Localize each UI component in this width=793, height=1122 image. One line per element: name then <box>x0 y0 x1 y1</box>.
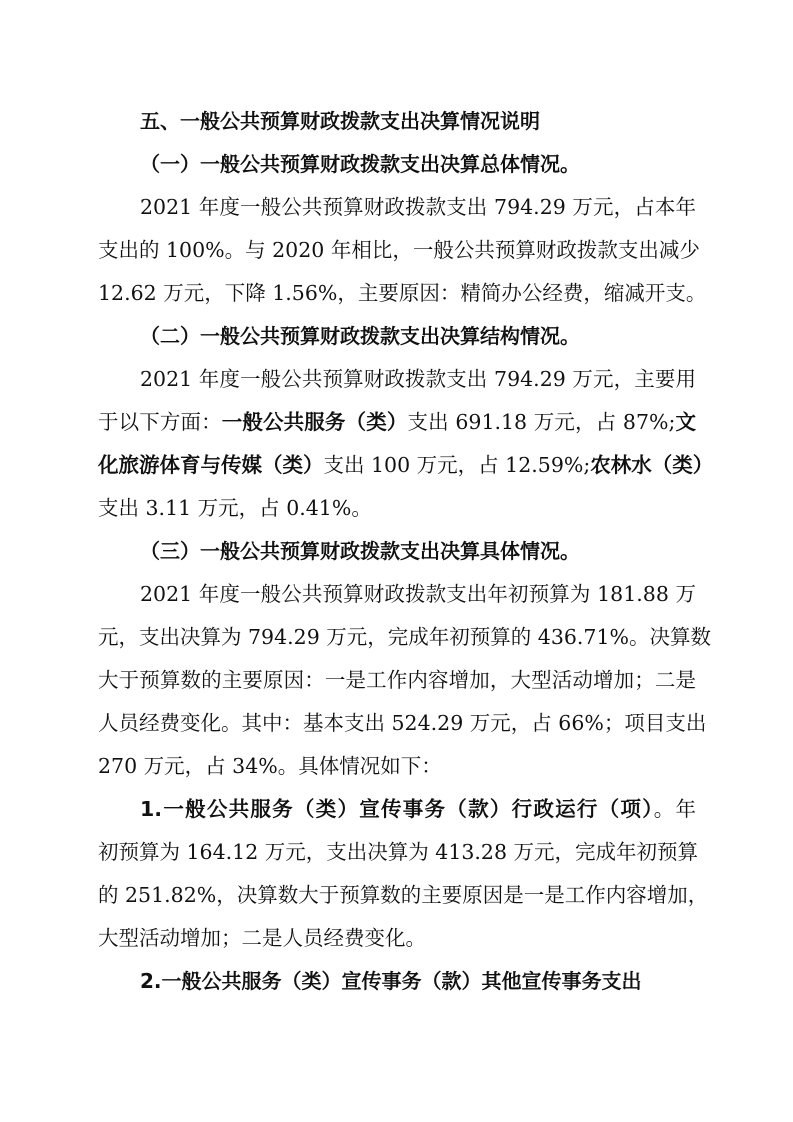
text-run: 于以下方面： <box>98 410 222 434</box>
paragraph-3-line-2: 元，支出决算为 794.29 万元，完成年初预算的 436.71%。决算数 <box>98 625 711 649</box>
text-run: 支出 100 万元，占 12.59%; <box>323 453 591 477</box>
text-run: 支出 691.18 万元，占 87%; <box>407 410 676 434</box>
item-1-line-4: 大型活动增加；二是人员经费变化。 <box>98 926 426 950</box>
paragraph-1-line-2: 支出的 100%。与 2020 年相比，一般公共预算财政拨款支出减少 <box>98 238 700 262</box>
paragraph-2-line-4: 支出 3.11 万元，占 0.41%。 <box>98 496 372 520</box>
category-agriculture-forestry-water: 农林水（类） <box>590 453 714 477</box>
section-title: 五、一般公共预算财政拨款支出决算情况说明 <box>140 109 540 133</box>
text-run: 。年 <box>653 797 697 821</box>
paragraph-1-line-1: 2021 年度一般公共预算财政拨款支出 794.29 万元，占本年 <box>140 195 696 219</box>
paragraph-3-line-1: 2021 年度一般公共预算财政拨款支出年初预算为 181.88 万 <box>140 582 696 606</box>
paragraph-3-line-4: 人员经费变化。其中：基本支出 524.29 万元，占 66%；项目支出 <box>98 711 707 735</box>
paragraph-3-line-3: 大于预算数的主要原因：一是工作内容增加，大型活动增加；二是 <box>98 668 696 692</box>
paragraph-2-line-2 <box>98 404 696 441</box>
category-general-public-services: 一般公共服务（类） <box>221 410 408 434</box>
item-1-title: 1.一般公共服务（类）宣传事务（款）行政运行（项） <box>140 797 654 821</box>
item-1-line-3: 的 251.82%，决算数大于预算数的主要原因是一是工作内容增加， <box>98 883 709 907</box>
paragraph-1-line-3: 12.62 万元，下降 1.56%，主要原因：精简办公经费，缩减开支。 <box>98 281 707 305</box>
category-culture-start: 文 <box>675 410 697 434</box>
category-culture-tourism-sports-media: 化旅游体育与传媒（类） <box>98 453 324 477</box>
subsection-heading-2: （二）一般公共预算财政拨款支出决算结构情况。 <box>140 324 580 348</box>
paragraph-3-line-5: 270 万元，占 34%。具体情况如下： <box>98 754 442 778</box>
subsection-heading-3: （三）一般公共预算财政拨款支出决算具体情况。 <box>140 539 580 563</box>
item-1-line-1 <box>98 791 696 828</box>
document-page <box>98 103 714 1000</box>
item-1-line-2: 初预算为 164.12 万元，支出决算为 413.28 万元，完成年初预算 <box>98 840 699 864</box>
paragraph-2-line-1: 2021 年度一般公共预算财政拨款支出 794.29 万元，主要用 <box>140 367 696 391</box>
subsection-heading-1: （一）一般公共预算财政拨款支出决算总体情况。 <box>140 152 580 176</box>
paragraph-2-line-3 <box>98 447 714 484</box>
item-2-title: 2.一般公共服务（类）宣传事务（款）其他宣传事务支出 <box>140 969 642 993</box>
